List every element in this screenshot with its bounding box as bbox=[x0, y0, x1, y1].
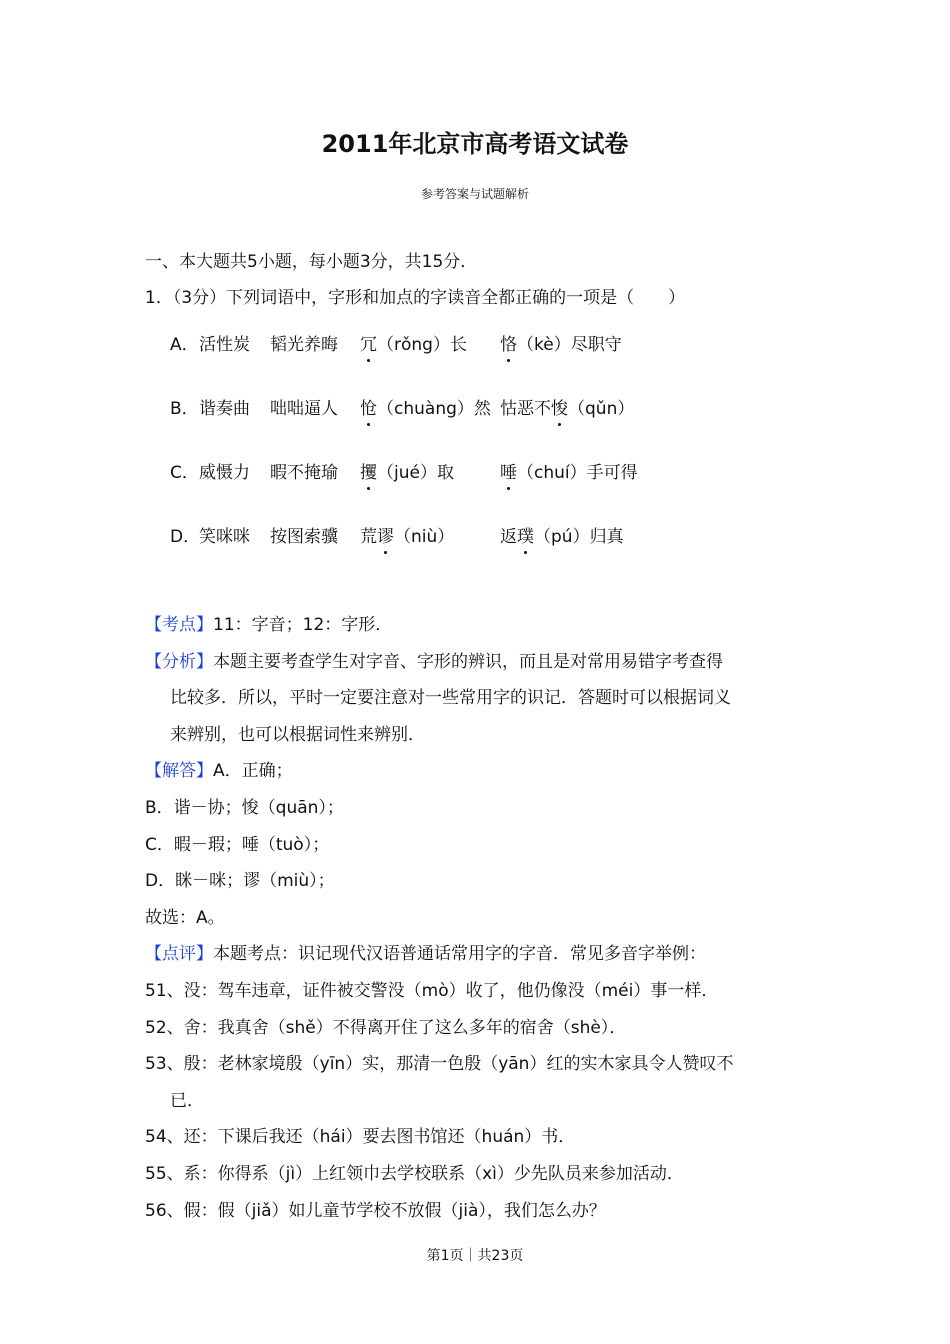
option-word bbox=[199, 526, 250, 548]
text-segment: （niù） bbox=[394, 527, 455, 547]
option-word bbox=[500, 526, 624, 548]
analysis-line bbox=[145, 614, 392, 636]
option-word bbox=[500, 334, 622, 356]
option-word bbox=[270, 334, 338, 356]
text-segment: 活性炭 bbox=[199, 335, 250, 355]
option-word bbox=[500, 398, 634, 420]
analysis-text: 54、还：下课后我还（hái）要去图书馆还（huán）书． bbox=[145, 1127, 576, 1148]
analysis-line bbox=[170, 724, 425, 746]
option-label: B． bbox=[170, 399, 199, 419]
analysis-text: 51、没：驾车违章，证件被交警没（mò）收了，他仍像没（méi）事一样． bbox=[145, 981, 719, 1001]
option-word bbox=[199, 334, 250, 356]
page-title: 2011年北京市高考语文试卷 bbox=[321, 130, 629, 158]
option-word bbox=[360, 334, 467, 356]
section-tag: 【点评】 bbox=[145, 944, 213, 965]
text-segment: （qǔn） bbox=[568, 399, 635, 419]
option-label: D． bbox=[170, 527, 201, 547]
analysis-line bbox=[145, 797, 344, 819]
dotted-char: 悛 bbox=[551, 399, 568, 419]
dotted-char: 璞 bbox=[517, 527, 534, 547]
option-word bbox=[199, 462, 250, 484]
section-tag: 【考点】 bbox=[145, 615, 213, 635]
text-segment: 笑咪咪 bbox=[199, 527, 250, 547]
dotted-char: 谬 bbox=[377, 527, 394, 547]
option-word bbox=[199, 398, 250, 420]
option-d bbox=[170, 526, 870, 556]
analysis-line bbox=[145, 943, 706, 965]
analysis-text: 55、系：你得系（jì）上红领巾去学校联系（xì）少先队员来参加活动． bbox=[145, 1164, 684, 1184]
analysis-line bbox=[145, 1163, 684, 1185]
section-tag: 【分析】 bbox=[145, 651, 213, 672]
text-segment: （kè）尽职守 bbox=[517, 335, 622, 355]
option-a bbox=[170, 334, 870, 364]
analysis-text: 来辨别，也可以根据词性来辨别． bbox=[170, 724, 425, 745]
option-label: A． bbox=[170, 335, 199, 355]
option-word bbox=[360, 526, 454, 548]
analysis-text: B．谐－协；悛（quān）； bbox=[145, 798, 344, 818]
option-word bbox=[360, 462, 454, 484]
analysis-text: 53、殷：老林家境殷（yīn）实，那清一色殷（yān）红的实木家具令人赞叹不 bbox=[145, 1054, 734, 1075]
dotted-char: 恪 bbox=[500, 335, 517, 355]
analysis-text: D．眯－咪；谬（miù）； bbox=[145, 871, 335, 892]
text-segment: （pú）归真 bbox=[534, 527, 624, 547]
dotted-char: 冗 bbox=[360, 335, 377, 355]
analysis-line bbox=[145, 1200, 606, 1222]
analysis-line bbox=[145, 1126, 575, 1148]
analysis-text: 比较多．所以，平时一定要注意对一些常用字的识记．答题时可以根据词义 bbox=[170, 688, 731, 709]
option-label: C． bbox=[170, 463, 199, 483]
text-segment: 暇不掩瑜 bbox=[270, 463, 338, 483]
text-segment: 按图索骥 bbox=[270, 527, 338, 547]
analysis-text: 56、假：假（jiǎ）如儿童节学校不放假（jià），我们怎么办？ bbox=[145, 1200, 606, 1221]
option-b bbox=[170, 398, 870, 428]
analysis-line bbox=[145, 760, 293, 782]
analysis-text: 已． bbox=[170, 1090, 204, 1111]
analysis-line bbox=[145, 651, 723, 673]
text-segment: 咄咄逼人 bbox=[270, 399, 338, 419]
option-c bbox=[170, 462, 870, 492]
analysis-text: A．正确； bbox=[213, 761, 293, 782]
page-footer: 第1页｜共23页 bbox=[426, 1248, 524, 1264]
analysis-line bbox=[145, 1053, 733, 1075]
analysis-line bbox=[145, 980, 718, 1002]
option-word bbox=[270, 398, 338, 420]
text-segment: 怙恶不 bbox=[500, 399, 551, 419]
analysis-text: 11：字音；12：字形． bbox=[213, 615, 393, 635]
text-segment: 荒 bbox=[360, 527, 377, 547]
analysis-text: 本题考点：识记现代汉语普通话常用字的字音．常见多音字举例： bbox=[213, 944, 706, 965]
text-segment: 返 bbox=[500, 527, 517, 547]
text-segment: （chuí）手可得 bbox=[517, 463, 638, 483]
analysis-line bbox=[170, 1090, 204, 1112]
analysis-text: 故选：A。 bbox=[145, 907, 225, 928]
analysis-text: 本题主要考查学生对字音、字形的辨识，而且是对常用易错字考查得 bbox=[213, 651, 723, 672]
dotted-char: 怆 bbox=[360, 399, 377, 419]
dotted-char: 唾 bbox=[500, 463, 517, 483]
text-segment: （jué）取 bbox=[377, 463, 454, 483]
section-heading: 一、本大题共5小题，每小题3分，共15分． bbox=[145, 252, 478, 272]
analysis-line bbox=[170, 687, 731, 709]
text-segment: 谐奏曲 bbox=[199, 399, 250, 419]
text-segment: （rǒng）长 bbox=[377, 335, 467, 355]
option-word bbox=[270, 462, 338, 484]
dotted-char: 攫 bbox=[360, 463, 377, 483]
page-subtitle: 参考答案与试题解析 bbox=[420, 187, 529, 201]
analysis-line bbox=[145, 907, 225, 929]
option-word bbox=[500, 462, 638, 484]
section-tag: 【解答】 bbox=[145, 761, 213, 782]
analysis-line bbox=[145, 1017, 626, 1039]
question-stem: 1．（3分）下列词语中，字形和加点的字读音全都正确的一项是（ ） bbox=[145, 288, 686, 308]
option-word bbox=[270, 526, 338, 548]
analysis-line bbox=[145, 834, 329, 856]
analysis-text: C．暇－瑕；唾（tuò）； bbox=[145, 834, 330, 855]
text-segment: （chuàng）然 bbox=[377, 399, 491, 419]
analysis-line bbox=[145, 870, 335, 892]
text-segment: 韬光养晦 bbox=[270, 335, 338, 355]
analysis-text: 52、舍：我真舍（shě）不得离开住了这么多年的宿舍（shè）． bbox=[145, 1017, 627, 1038]
option-word bbox=[360, 398, 491, 420]
text-segment: 威慑力 bbox=[199, 463, 250, 483]
